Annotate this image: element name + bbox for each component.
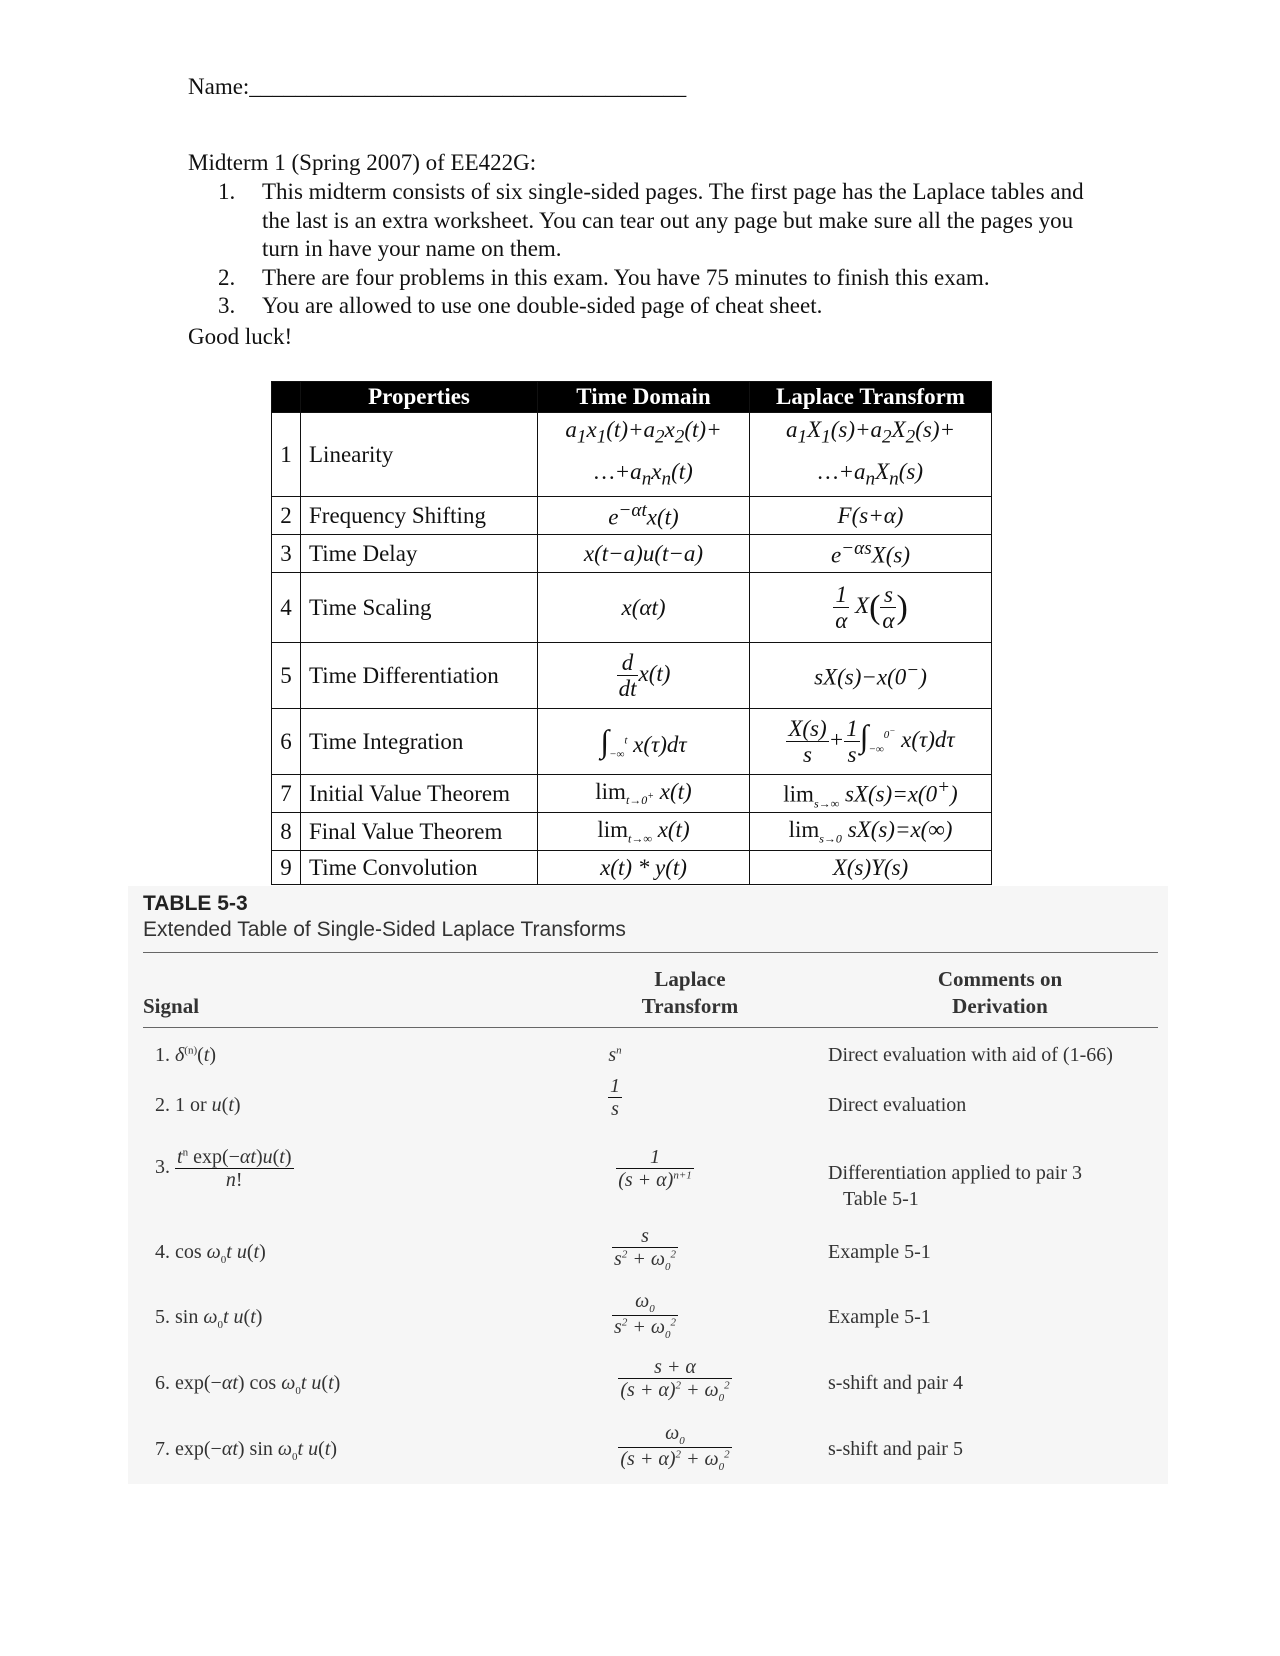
table-row <box>272 413 992 497</box>
laplace-expr: $\frac{X(s)}{s}$ + $\frac{1}{s}$ $\int_{-\infty}^{0^-}$ x(τ)dτ <box>750 709 992 775</box>
row-number: 8 <box>272 813 301 851</box>
laplace-cell: $\frac{s}{s^2 + \omega_0^2}$ <box>614 1225 676 1273</box>
header-comments: Comments on Derivation <box>937 967 1063 1018</box>
table-header-row <box>272 382 992 413</box>
property-name: Time Delay <box>301 535 538 573</box>
table-row <box>272 851 992 885</box>
table-row <box>272 573 992 643</box>
comment-cell: Example 5-1 <box>828 1241 931 1263</box>
signal-cell: 1. $\delta^{(n)}(t)$ <box>155 1044 217 1066</box>
comment-cell: Differentiation applied to pair 3 Table 5-1 <box>828 1162 1082 1210</box>
instruction-text: This midterm consists of six single-sided pages. The first page has the Laplace tables and the last is an extra worksheet. You can tear out any page but make sure all the pages you turn in have your name on them. <box>262 179 1084 261</box>
laplace-expr: $\lim_{s\to\infty} sX(s)=x(0^+)$ <box>750 775 992 813</box>
laplace-cell: $\frac{\omega_0}{s^2 + \omega_0^2}$ <box>614 1290 676 1342</box>
time-domain-expr: x(αt) <box>538 573 750 643</box>
property-name: Final Value Theorem <box>301 813 538 851</box>
instruction-text: There are four problems in this exam. You have 75 minutes to finish this exam. <box>262 264 990 290</box>
signal-cell: 4. $\cos \omega_0t$ u(t) <box>155 1241 266 1266</box>
comment-cell: s-shift and pair 5 <box>828 1438 963 1460</box>
signal-cell: 6. exp(−αt) $\cos \omega_0t$ u(t) <box>155 1372 341 1397</box>
row-number: 9 <box>272 851 301 885</box>
table-row <box>272 497 992 535</box>
table-5-3-title: Extended Table of Single-Sided Laplace Transforms <box>143 918 626 941</box>
laplace-properties-table <box>271 381 992 885</box>
laplace-expr: sX(s)−x(0−) <box>750 643 992 709</box>
time-domain-expr: x(t) * y(t) <box>538 851 750 885</box>
header-time-domain: Time Domain <box>538 382 750 413</box>
header-rule <box>143 1027 1158 1028</box>
laplace-expr: F(s+α) <box>750 497 992 535</box>
laplace-expr: $e^{-\alpha s}X(s)$ <box>750 535 992 573</box>
instruction-text: You are allowed to use one double-sided page of cheat sheet. <box>262 293 823 318</box>
time-domain-expr: $\lim_{t\to 0^+} x(t)$ <box>538 775 750 813</box>
instructions-list <box>218 178 1098 321</box>
instruction-item <box>218 178 1098 264</box>
row-number: 4 <box>272 573 301 643</box>
time-domain-expr: $e^{-\alpha t}x(t)$ <box>538 497 750 535</box>
time-domain-expr: $\frac{d}{dt}$ x(t) <box>538 643 750 709</box>
header-properties: Properties <box>301 382 538 413</box>
property-name: Time Scaling <box>301 573 538 643</box>
signal-cell: 2. 1 or u(t) <box>155 1094 241 1116</box>
top-rule <box>143 952 1158 953</box>
laplace-expr: $\lim_{s\to 0} sX(s)=x(\infty)$ <box>750 813 992 851</box>
laplace-expr: $\frac{1}{\alpha}$ X( $\frac{s}{\alpha}$ ) <box>750 573 992 643</box>
property-name: Linearity <box>301 413 538 497</box>
comment-cell: Direct evaluation with aid of (1-66) <box>828 1044 1113 1066</box>
laplace-cell: $\frac{s + \alpha}{(s + \alpha)^2 + \omega_0^2}$ <box>620 1356 730 1404</box>
name-field-label: Name:______________________________________ <box>188 74 687 99</box>
instruction-item <box>218 264 1098 293</box>
row-number: 1 <box>272 413 301 497</box>
time-domain-expr: $\int_{-\infty}^t$ x(τ)dτ <box>538 709 750 775</box>
row-number: 5 <box>272 643 301 709</box>
time-domain-expr: x(t−a)u(t−a) <box>538 535 750 573</box>
laplace-cell: $\frac{1}{(s + \alpha)^{n+1}}$ <box>618 1146 692 1191</box>
laplace-cell: $\frac{\omega_0}{(s + \alpha)^2 + \omega_0^2}$ <box>620 1422 730 1474</box>
comment-cell: Direct evaluation <box>828 1094 967 1116</box>
header-index-cell <box>272 382 301 413</box>
exam-title: Midterm 1 (Spring 2007) of EE422G: <box>188 150 537 175</box>
time-domain-expr: $a_1x_1(t)+a_2x_2(t)+$ $\dots+a_nx_n(t)$ <box>538 413 750 497</box>
property-name: Frequency Shifting <box>301 497 538 535</box>
signal-cell: 3. $\frac{t^n \exp(-\alpha t)u(t)}{n!}$ <box>155 1146 292 1191</box>
table-row <box>272 813 992 851</box>
laplace-cell: $\frac{1}{s}$ <box>610 1075 620 1120</box>
table-row <box>272 643 992 709</box>
laplace-cell: $s^n$ <box>608 1044 622 1066</box>
instruction-number: 3. <box>218 293 236 318</box>
table-row <box>272 709 992 775</box>
header-signal: Signal <box>143 994 200 1018</box>
property-name: Initial Value Theorem <box>301 775 538 813</box>
instruction-number: 2. <box>218 264 236 290</box>
table-row <box>272 535 992 573</box>
header-laplace: Laplace Transform <box>641 967 739 1018</box>
property-name: Time Convolution <box>301 851 538 885</box>
table-5-3-label: TABLE 5-3 <box>143 892 248 915</box>
row-number: 6 <box>272 709 301 775</box>
instruction-item <box>218 292 1098 321</box>
laplace-expr: $a_1X_1(s)+a_2X_2(s)+$ $\dots+a_nX_n(s)$ <box>750 413 992 497</box>
header-laplace-transform: Laplace Transform <box>750 382 992 413</box>
property-name: Time Integration <box>301 709 538 775</box>
closing-text: Good luck! <box>188 324 293 349</box>
comment-cell: Example 5-1 <box>828 1306 931 1328</box>
comment-cell: s-shift and pair 4 <box>828 1372 963 1394</box>
property-name: Time Differentiation <box>301 643 538 709</box>
laplace-expr: X(s)Y(s) <box>750 851 992 885</box>
time-domain-expr: $\lim_{t\to\infty} x(t)$ <box>538 813 750 851</box>
signal-cell: 5. $\sin \omega_0t$ u(t) <box>155 1306 263 1331</box>
row-number: 3 <box>272 535 301 573</box>
instruction-number: 1. <box>218 179 236 204</box>
row-number: 7 <box>272 775 301 813</box>
signal-cell: 7. exp(−αt) $\sin \omega_0t$ u(t) <box>155 1438 337 1463</box>
row-number: 2 <box>272 497 301 535</box>
table-row <box>272 775 992 813</box>
